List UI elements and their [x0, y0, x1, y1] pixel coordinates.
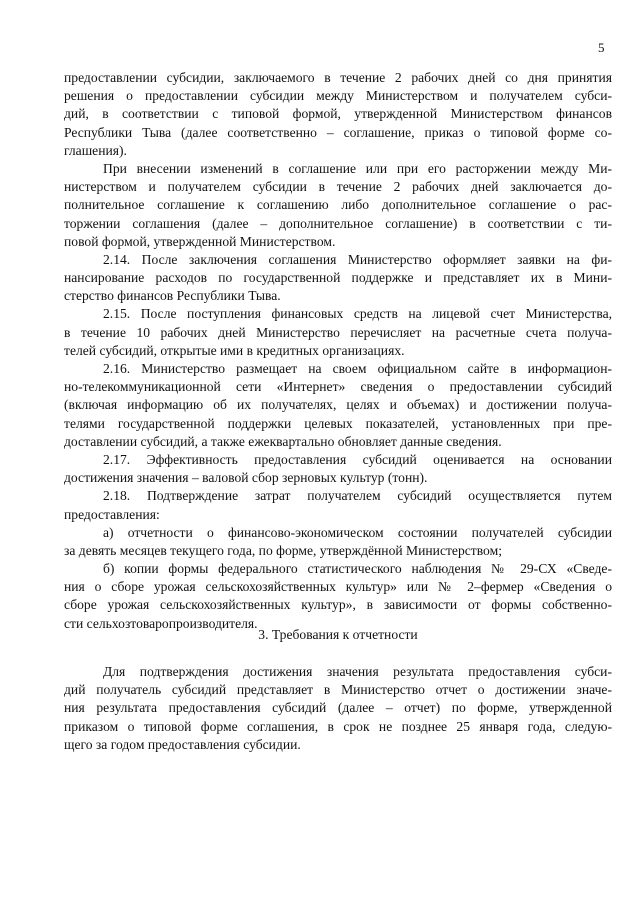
paragraph-2-16 — [64, 360, 612, 451]
text-line: щего за годом предоставления субсидии. — [64, 736, 301, 752]
text-line: 2.15. После поступления финансовых средств на лицевой счет Министерства, — [103, 306, 612, 322]
text-line: полнительное соглашение к соглашению либо дополнительное соглашение о рас- — [64, 197, 612, 213]
text-line: за девять месяцев текущего года, по форме, утверждённой Министерством; — [64, 542, 502, 558]
section-heading: 3. Требования к отчетности — [258, 627, 418, 642]
text-line: глашения). — [64, 142, 127, 158]
text-line: повой формой, утвержденной Министерством. — [64, 233, 336, 249]
text-line: 2.17. Эффективность предоставления субсидий оценивается на основании — [103, 451, 612, 467]
text-line: предоставлении субсидии, заключаемого в течение 2 рабочих дней со дня принятия — [64, 70, 612, 85]
paragraph-amendments — [64, 160, 612, 251]
paragraph-2-14 — [64, 251, 612, 306]
text-line: нансирование расходов по государственной поддержке и представляет их в Мини- — [64, 270, 612, 286]
body-text — [64, 69, 612, 633]
text-line: решения о предоставлении субсидии между Министерством и получателем субси- — [64, 88, 612, 104]
text-line: но-телекоммуникационной сети «Интернет» сведения о предоставлении субсидий — [64, 379, 612, 395]
text-line: дий получатель субсидий представляет в Министерство отчет о достижении значе- — [64, 682, 612, 698]
text-line: достижения значения – валовой сбор зерновых культур (тонн). — [64, 470, 428, 486]
text-line: (включая информацию об их получателях, целях и объемах) и достижении получа- — [64, 397, 612, 413]
text-line: ния результата предоставления субсидий (далее – отчет) по форме, утвержденной — [64, 700, 612, 716]
text-line: сти сельхозтоваропроизводителя. — [64, 615, 258, 631]
text-line: сборе урожая сельскохозяйственных культур», в зависимости от формы собственно- — [64, 597, 612, 613]
text-line: телями государственной поддержки целевых показателей, установленных при пре- — [64, 415, 612, 431]
text-line: 2.14. После заключения соглашения Министерство оформляет заявки на фи- — [103, 251, 612, 267]
text-line: дий, в соответствии с типовой формой, утвержденной Министерством финансов — [64, 106, 612, 122]
text-line: торжении соглашения (далее – дополнительное соглашение) в соответствии с ти- — [64, 215, 612, 231]
text-line: нистерством и получателем субсидии в течение 2 рабочих дней заключается до- — [64, 179, 612, 195]
text-line: а) отчетности о финансово-экономическом состоянии получателей субсидии — [103, 524, 612, 540]
text-line: приказом о типовой форме соглашения, в срок не позднее 25 января года, следую- — [64, 718, 612, 734]
paragraph-2-15 — [64, 305, 612, 360]
text-line: 2.16. Министерство размещает на своем официальном сайте в информацион- — [103, 361, 612, 376]
text-line: Республики Тыва (далее соответственно – соглашение, приказ о типовой форме со- — [64, 124, 612, 140]
text-line: При внесении изменений в соглашение или при его расторжении между Ми- — [103, 160, 612, 176]
paragraph-2-17 — [64, 451, 612, 487]
paragraph-2-18 — [64, 487, 612, 523]
text-line: б) копии формы федерального статистического наблюдения № 29-СХ «Сведе- — [103, 561, 612, 577]
list-item-a — [64, 524, 612, 560]
list-item-b — [64, 560, 612, 633]
text-line: Для подтверждения достижения значения результата предоставления субси- — [103, 664, 612, 679]
text-line: стерство финансов Республики Тыва. — [64, 288, 281, 304]
text-line: ния о сборе урожая сельскохозяйственных культур» или № 2–фермер «Сведения о — [64, 579, 612, 595]
text-line: 2.18. Подтверждение затрат получателем субсидий осуществляется путем — [103, 488, 612, 504]
text-line: предоставления: — [64, 506, 160, 522]
page-number: 5 — [598, 40, 605, 55]
paragraph-continuation — [64, 69, 612, 160]
text-line: телей субсидий, открытые ими в кредитных организациях. — [64, 342, 405, 358]
paragraph-reporting — [64, 663, 612, 754]
section-body-text — [64, 663, 612, 754]
text-line: в течение 10 рабочих дней Министерство перечисляет на расчетные счета получа- — [64, 324, 612, 340]
text-line: доставлении субсидий, а также ежеквартально обновляет данные сведения. — [64, 433, 502, 449]
